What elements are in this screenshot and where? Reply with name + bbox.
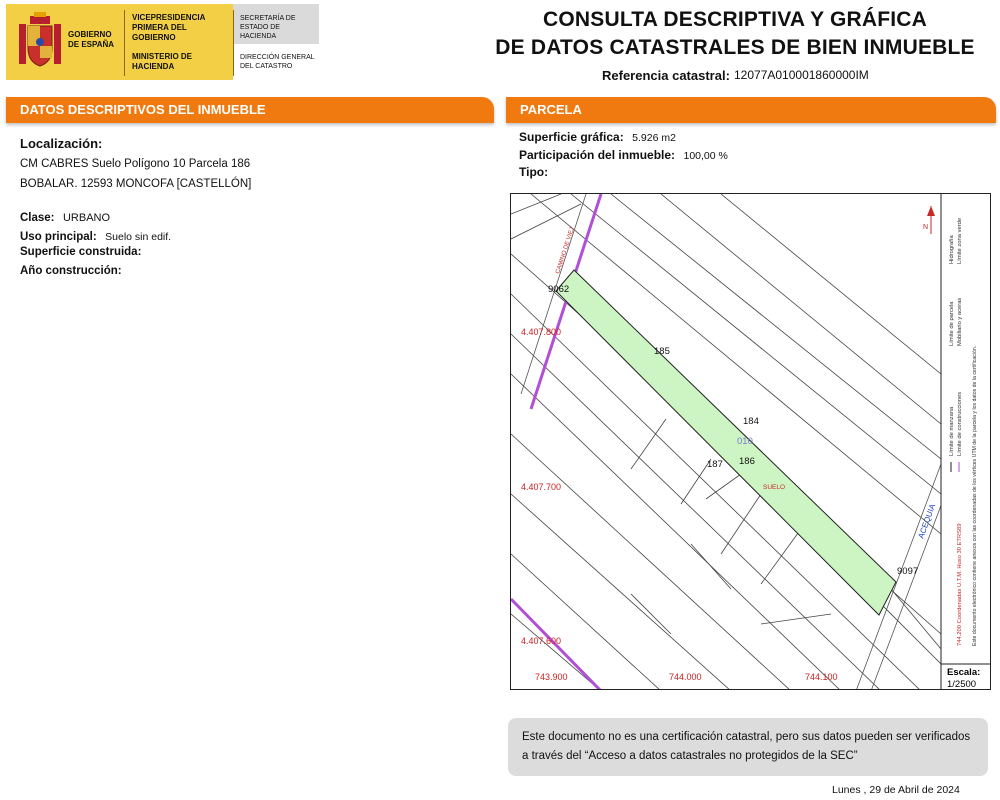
legend-coords: 744.200 Coordenadas U.T.M. Huso 30 ETRS89 bbox=[957, 523, 963, 646]
parcel-label-184: 184 bbox=[743, 416, 759, 427]
vicepresidencia-text: VICEPRESIDENCIA PRIMERA DEL GOBIERNO bbox=[132, 13, 206, 42]
participacion-label: Participación del inmueble: bbox=[519, 148, 676, 162]
localizacion-label: Localización: bbox=[20, 136, 103, 151]
document-date: Lunes , 29 de Abril de 2024 bbox=[832, 784, 960, 796]
clase-field bbox=[20, 208, 110, 226]
superficie-grafica-value: 5.926 m2 bbox=[632, 132, 676, 144]
title-line-2: DE DATOS CATASTRALES DE BIEN INMUEBLE bbox=[495, 36, 975, 59]
y-coord-1: 4.407.800 bbox=[521, 327, 562, 337]
x-coord-3: 744.100 bbox=[805, 672, 838, 682]
reference-value: 12077A010001860000IM bbox=[734, 68, 869, 82]
legend-limite-parcela: Límite de parcela bbox=[949, 301, 955, 346]
anio-construccion-label: Año construcción: bbox=[20, 265, 122, 277]
parcel-label-187: 187 bbox=[707, 459, 723, 470]
uso-label: Uso principal: bbox=[20, 231, 97, 243]
participacion-field bbox=[519, 146, 728, 164]
map-svg bbox=[511, 194, 991, 690]
legend-zona-verde: Límite zona verde bbox=[957, 217, 963, 264]
legend-hidrografia: Hidrografía bbox=[949, 235, 955, 264]
legend-mobiliario: Mobiliario y aceras bbox=[957, 297, 963, 346]
road-label: CAMINO DE VIEJ bbox=[555, 226, 576, 275]
localizacion-line-1: CM CABRES Suelo Polígono 10 Parcela 186 bbox=[20, 158, 251, 170]
government-logo bbox=[6, 4, 319, 80]
x-coord-2: 744.000 bbox=[669, 672, 702, 682]
disclaimer-note: Este documento no es una certificación catastral, pero sus datos pueden ser verificados a través del “Acceso a datos catastrales no protegidos de la SEC” bbox=[508, 718, 988, 776]
tipo-label: Tipo: bbox=[519, 165, 549, 179]
reference-label: Referencia catastral: bbox=[602, 68, 730, 83]
reference-row bbox=[602, 68, 869, 83]
parcel-label-186: 186 bbox=[739, 456, 755, 467]
superficie-grafica-label: Superficie gráfica: bbox=[519, 130, 624, 144]
localizacion-line-2: BOBALAR. 12593 MONCOFA [CASTELLÓN] bbox=[20, 178, 252, 190]
participacion-value: 100,00 % bbox=[683, 150, 728, 162]
legend-limite-manzana: Límite de manzana bbox=[949, 406, 955, 456]
parcel-label-185: 185 bbox=[654, 346, 670, 357]
parcel-label-010: 010 bbox=[737, 436, 753, 447]
coat-of-arms-icon bbox=[16, 12, 64, 72]
section-heading-descriptive: DATOS DESCRIPTIVOS DEL INMUEBLE bbox=[6, 97, 494, 123]
north-arrow-icon bbox=[923, 206, 935, 234]
parcel-label-9062: 9062 bbox=[548, 284, 570, 295]
clase-value: URBANO bbox=[62, 212, 111, 224]
cadastral-map[interactable] bbox=[510, 193, 991, 690]
direccion-text: DIRECCIÓN GENERAL DEL CATASTRO bbox=[240, 54, 315, 70]
uso-field bbox=[20, 227, 171, 245]
gobierno-text: GOBIERNO DE ESPAÑA bbox=[68, 30, 115, 49]
scale-label: Escala: bbox=[947, 667, 981, 678]
ministerio-text: MINISTERIO DE HACIENDA bbox=[132, 52, 193, 71]
secretaria-text: SECRETARÍA DE ESTADO DE HACIENDA bbox=[240, 15, 296, 40]
legend-note: Este documento electrónico contiene anexos con las coordenadas de los vértices UTM de la parcela y los datos de la certificación. bbox=[972, 345, 978, 646]
parcel-label-9097: 9097 bbox=[897, 566, 919, 577]
scale-value: 1/2500 bbox=[947, 679, 977, 690]
legend-limite-construcciones: Límite de construcciones bbox=[957, 391, 963, 456]
x-coord-1: 743.900 bbox=[535, 672, 568, 682]
superficie-construida-label: Superficie construida: bbox=[20, 246, 142, 258]
svg-text:N: N bbox=[923, 224, 929, 231]
y-coord-2: 4.407.700 bbox=[521, 482, 562, 492]
section-heading-parcela: PARCELA bbox=[506, 97, 996, 123]
acequia-label: ACEQUIA bbox=[916, 502, 938, 540]
superficie-grafica-field bbox=[519, 128, 676, 146]
clase-label: Clase: bbox=[20, 212, 55, 224]
y-coord-3: 4.407.600 bbox=[521, 636, 562, 646]
suelo-label: SUELO bbox=[763, 484, 786, 491]
title-line-1: CONSULTA DESCRIPTIVA Y GRÁFICA bbox=[542, 8, 928, 31]
document-title bbox=[470, 6, 1000, 62]
uso-value: Suelo sin edif. bbox=[105, 231, 172, 243]
